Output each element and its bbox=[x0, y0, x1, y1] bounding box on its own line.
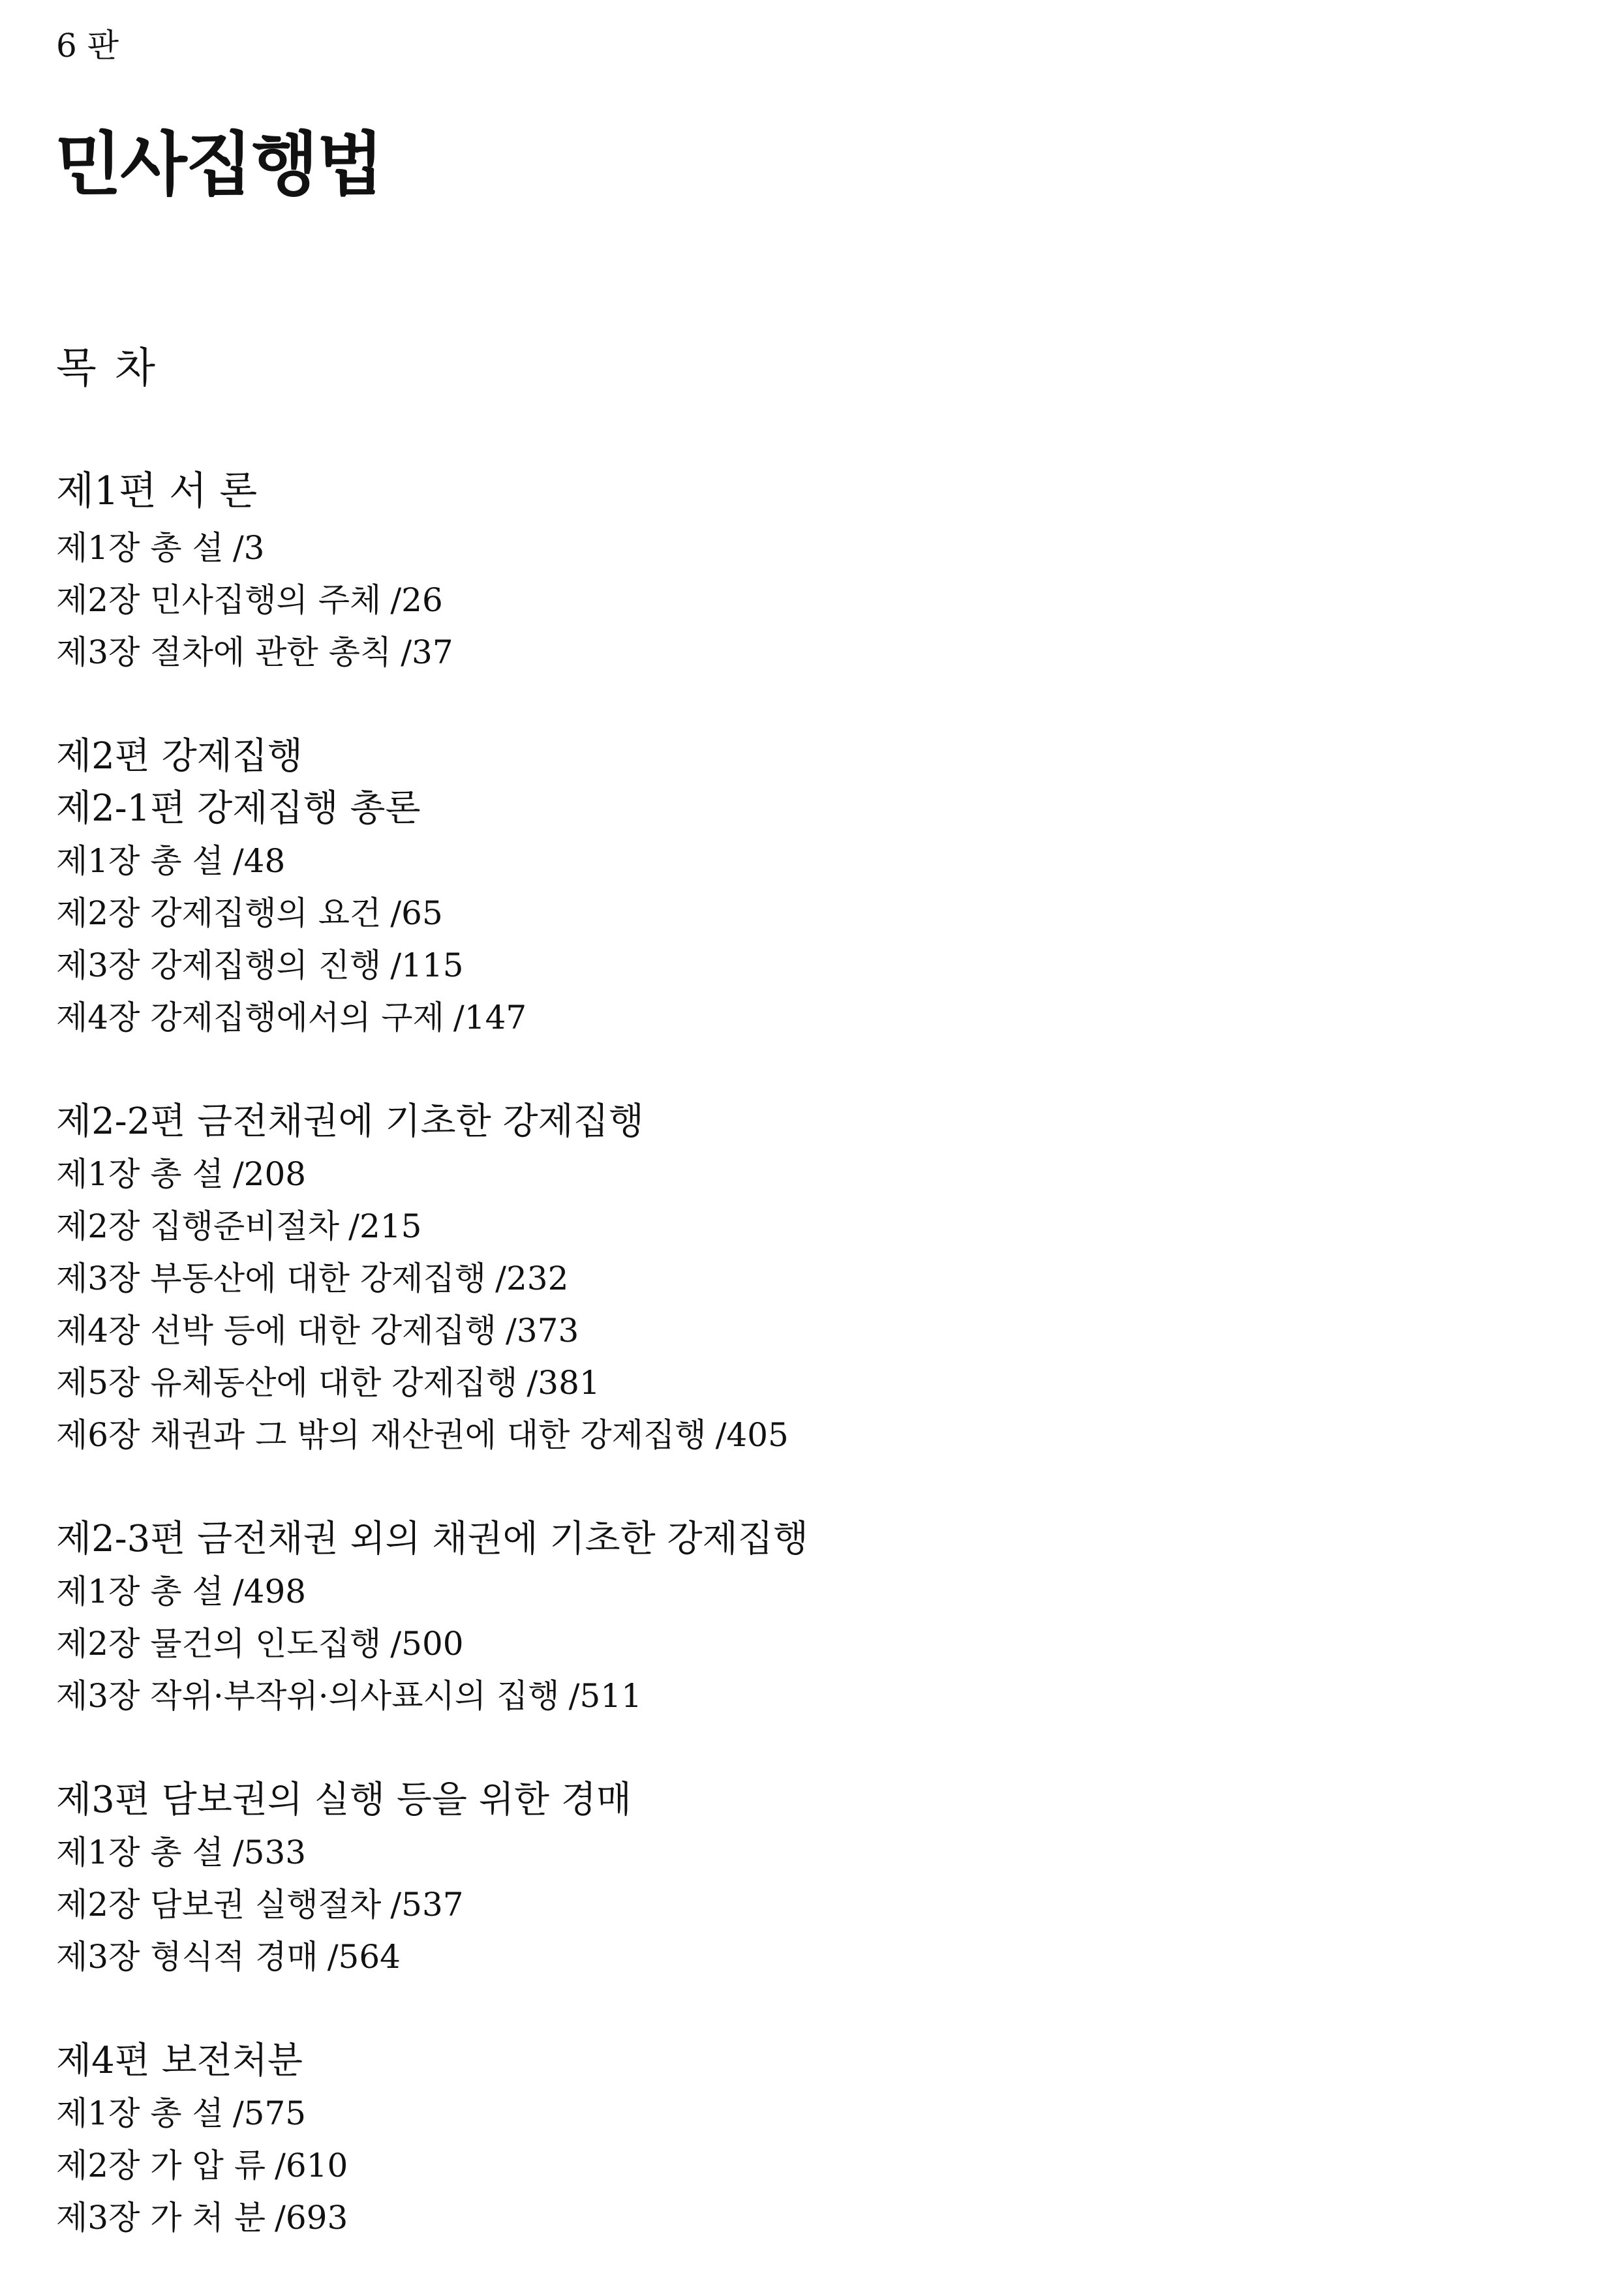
part-title: 제2편 강제집행 bbox=[56, 735, 303, 778]
chapter-page-number: /232 bbox=[495, 1260, 569, 1297]
chapter-page-number: /215 bbox=[348, 1207, 422, 1245]
toc-heading: 목 차 bbox=[56, 344, 155, 393]
chapter-label: 제3장 강제집행의 진행 bbox=[56, 946, 382, 984]
chapter-page-number: /373 bbox=[506, 1312, 579, 1350]
chapter-label: 제2장 담보권 실행절차 bbox=[56, 1886, 382, 1924]
chapter-label: 제1장 총 설 bbox=[56, 1573, 224, 1610]
part-title: 제2-1편 강제집행 총론 bbox=[56, 787, 421, 830]
chapter-label: 제1장 총 설 bbox=[56, 1834, 224, 1871]
chapter-label: 제1장 총 설 bbox=[56, 529, 224, 567]
chapter-page-number: /48 bbox=[232, 842, 286, 880]
book-title: 민사집행법 bbox=[55, 125, 382, 205]
chapter-entry bbox=[56, 1409, 1557, 1461]
chapter-label: 제2장 강제집행의 요건 bbox=[56, 894, 382, 932]
chapter-label: 제3장 작위·부작위·의사표시의 집행 bbox=[56, 1677, 560, 1715]
chapter-label: 제3장 형식적 경매 bbox=[56, 1938, 318, 1976]
chapter-page-number: /575 bbox=[232, 2094, 307, 2132]
part-title: 제2-2편 금전채권에 기초한 강제집행 bbox=[56, 1100, 644, 1143]
part-title: 제1편 서 론 bbox=[56, 468, 258, 514]
toc-part bbox=[56, 1513, 1557, 1722]
edition-label: 6 판 bbox=[56, 27, 119, 65]
chapter-label: 제5장 유체동산에 대한 강제집행 bbox=[56, 1364, 518, 1402]
chapter-label: 제2장 민사집행의 주체 bbox=[56, 581, 382, 619]
toc-part bbox=[56, 2035, 1557, 2244]
chapter-entry bbox=[56, 939, 1557, 991]
chapter-page-number: /147 bbox=[453, 999, 527, 1036]
chapter-page-number: /498 bbox=[232, 1573, 307, 1610]
chapter-entry bbox=[56, 835, 1557, 887]
chapter-page-number: /26 bbox=[390, 581, 443, 619]
toc-part bbox=[56, 1774, 1557, 1983]
chapter-label: 제4장 강제집행에서의 구제 bbox=[56, 999, 444, 1036]
chapter-label: 제3장 부동산에 대한 강제집행 bbox=[56, 1260, 487, 1297]
chapter-entry bbox=[56, 1252, 1557, 1305]
chapter-label: 제1장 총 설 bbox=[56, 2094, 224, 2132]
chapter-label: 제3장 가 처 분 bbox=[56, 2199, 266, 2237]
chapter-page-number: /381 bbox=[527, 1364, 600, 1402]
chapter-label: 제3장 절차에 관한 총칙 bbox=[56, 633, 392, 671]
chapter-entry bbox=[56, 522, 1557, 574]
table-of-contents bbox=[56, 462, 1557, 2296]
part-title: 제3편 담보권의 실행 등을 위한 경매 bbox=[56, 1779, 632, 1821]
chapter-entry bbox=[56, 1670, 1557, 1722]
chapter-page-number: /405 bbox=[715, 1416, 789, 1454]
chapter-entry bbox=[56, 1879, 1557, 1931]
chapter-label: 제1장 총 설 bbox=[56, 842, 224, 880]
chapter-entry bbox=[56, 1357, 1557, 1409]
chapter-entry bbox=[56, 1200, 1557, 1252]
chapter-entry bbox=[56, 2192, 1557, 2244]
chapter-label: 제4장 선박 등에 대한 강제집행 bbox=[56, 1312, 496, 1350]
chapter-label: 제2장 물건의 인도집행 bbox=[56, 1625, 382, 1663]
chapter-entry bbox=[56, 1931, 1557, 1983]
toc-part bbox=[56, 462, 1557, 678]
chapter-page-number: /533 bbox=[232, 1834, 307, 1871]
chapter-page-number: /610 bbox=[275, 2147, 348, 2184]
chapter-entry bbox=[56, 626, 1557, 678]
chapter-entry bbox=[56, 1565, 1557, 1618]
chapter-page-number: /37 bbox=[401, 633, 453, 671]
chapter-page-number: /115 bbox=[390, 946, 464, 984]
chapter-page-number: /564 bbox=[327, 1938, 401, 1976]
chapter-page-number: /500 bbox=[390, 1625, 464, 1663]
toc-part bbox=[56, 1096, 1557, 1461]
chapter-entry bbox=[56, 2087, 1557, 2139]
chapter-page-number: /3 bbox=[232, 529, 265, 567]
chapter-entry bbox=[56, 1148, 1557, 1200]
toc-part bbox=[56, 731, 1557, 1044]
chapter-label: 제2장 집행준비절차 bbox=[56, 1207, 340, 1245]
chapter-entry bbox=[56, 991, 1557, 1044]
chapter-label: 제1장 총 설 bbox=[56, 1155, 224, 1193]
part-title: 제2-3편 금전채권 외의 채권에 기초한 강제집행 bbox=[56, 1518, 808, 1560]
chapter-page-number: /511 bbox=[568, 1677, 642, 1715]
chapter-page-number: /65 bbox=[390, 894, 443, 932]
chapter-entry bbox=[56, 887, 1557, 939]
chapter-page-number: /693 bbox=[275, 2199, 348, 2237]
chapter-page-number: /208 bbox=[232, 1155, 307, 1193]
chapter-entry bbox=[56, 1618, 1557, 1670]
chapter-entry bbox=[56, 574, 1557, 626]
chapter-page-number: /537 bbox=[390, 1886, 464, 1924]
chapter-entry bbox=[56, 1305, 1557, 1357]
chapter-entry bbox=[56, 2139, 1557, 2192]
chapter-label: 제2장 가 압 류 bbox=[56, 2147, 266, 2184]
chapter-label: 제6장 채권과 그 밖의 재산권에 대한 강제집행 bbox=[56, 1416, 707, 1454]
part-title: 제4편 보전처분 bbox=[56, 2040, 303, 2082]
chapter-entry bbox=[56, 1826, 1557, 1879]
